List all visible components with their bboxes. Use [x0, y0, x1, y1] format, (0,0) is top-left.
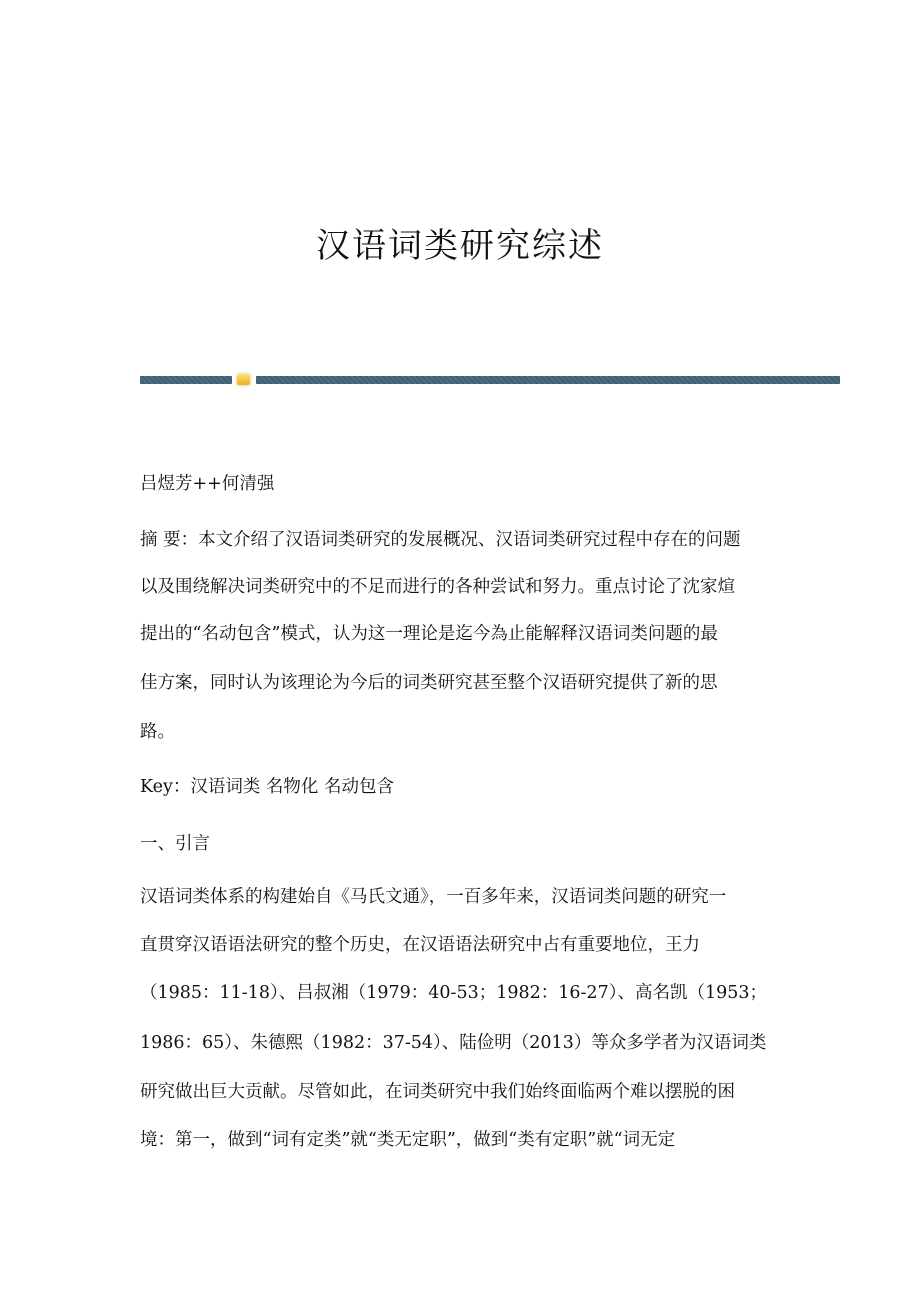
section-heading: 一、引言	[140, 834, 210, 854]
decorative-divider	[140, 376, 840, 384]
divider-bar-right	[256, 376, 840, 384]
keywords: Key：汉语词类 名物化 名动包含	[140, 777, 394, 797]
divider-bar-left	[140, 376, 232, 384]
abstract-line: 摘 要：本文介绍了汉语词类研究的发展概况、汉语词类研究过程中存在的问题	[140, 530, 741, 550]
body-line: 汉语词类体系的构建始自《马氏文通》，一百多年来，汉语词类问题的研究一	[140, 887, 727, 907]
abstract-line: 以及围绕解决词类研究中的不足而进行的各种尝试和努力。重点讨论了沈家煊	[140, 577, 735, 597]
body-line: 研究做出巨大贡献。尽管如此，在词类研究中我们始终面临两个难以摆脱的困	[140, 1082, 735, 1102]
body-line: （1985：11-18）、吕叔湘（1979：40-53；1982：16-27）、高名凯（1953；	[140, 983, 767, 1003]
abstract-line: 提出的“名动包含”模式，认为这一理论是迄今為止能解释汉语词类问题的最	[140, 624, 718, 644]
body-line: 直贯穿汉语语法研究的整个历史，在汉语语法研究中占有重要地位，王力	[140, 935, 700, 955]
body-line: 境：第一，做到“词有定类”就“类无定职”，做到“类有定职”就“词无定	[140, 1130, 676, 1150]
authors: 吕煜芳++何清强	[140, 474, 275, 494]
abstract-line: 路。	[140, 722, 175, 742]
abstract-line: 佳方案，同时认为该理论为今后的词类研究甚至整个汉语研究提供了新的思	[140, 673, 718, 693]
document-title: 汉语词类研究综述	[316, 226, 604, 266]
body-line: 1986：65）、朱德熙（1982：37-54）、陆俭明（2013）等众多学者为汉语词类	[140, 1033, 767, 1053]
divider-ornament-icon	[237, 374, 250, 385]
